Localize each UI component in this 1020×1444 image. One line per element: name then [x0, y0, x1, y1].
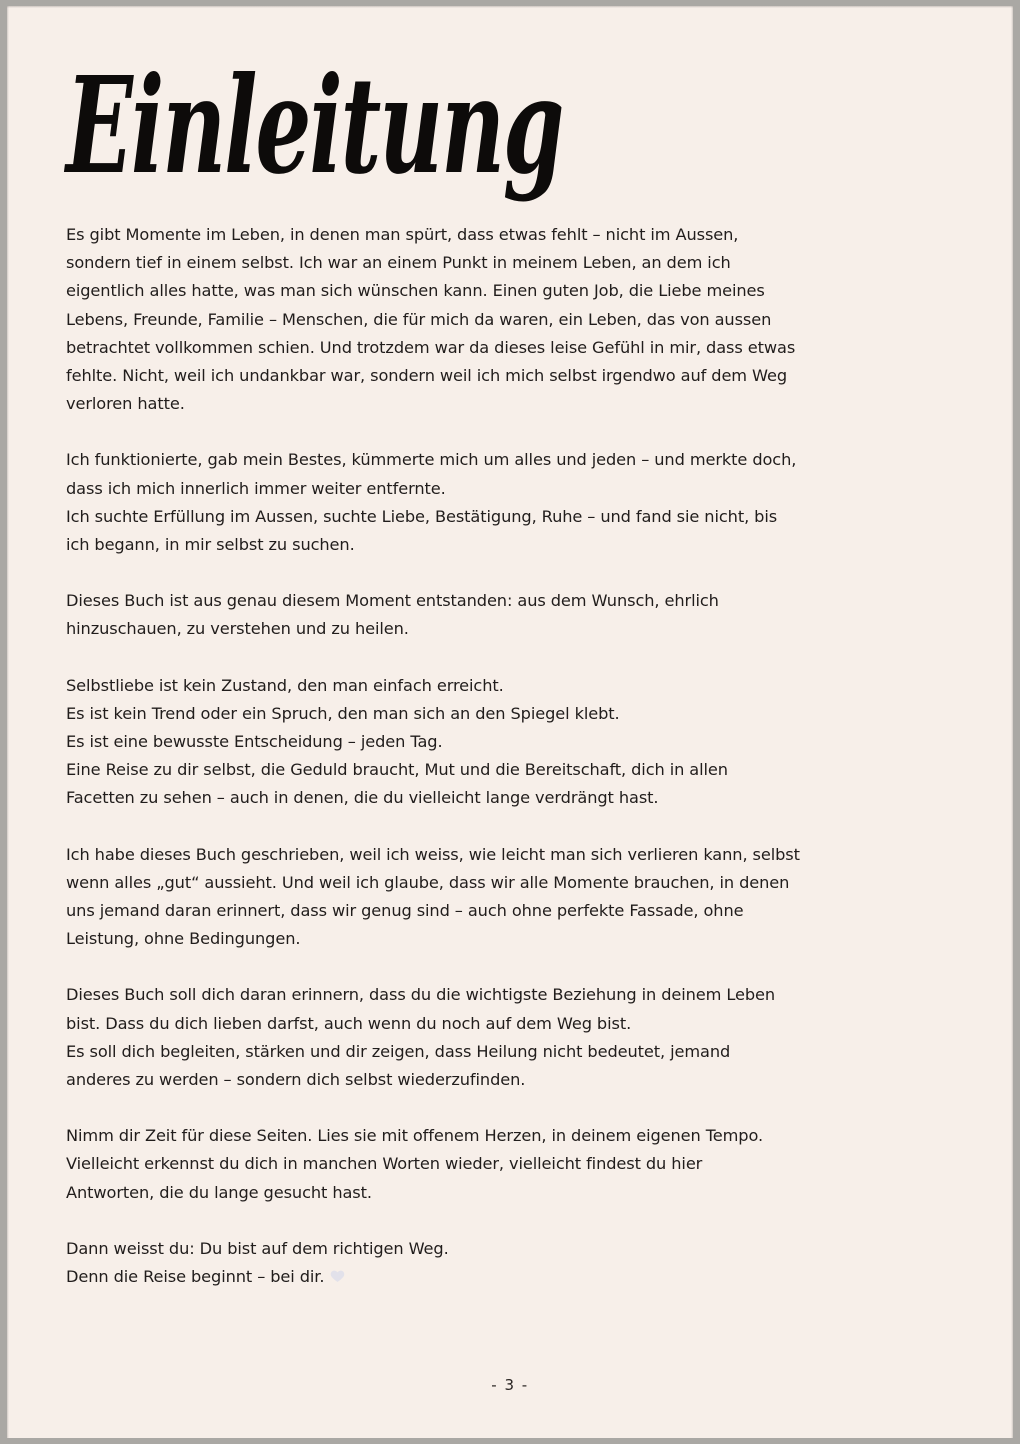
text-line: Ich habe dieses Buch geschrieben, weil ich weiss, wie leicht man sich verlieren kann, selbst — [66, 844, 800, 864]
page-edge-right — [1011, 6, 1013, 1438]
text-line: eigentlich alles hatte, was man sich wünschen kann. Einen guten Job, die Liebe meines — [66, 281, 765, 301]
paragraph — [66, 1122, 906, 1207]
book-page — [7, 6, 1013, 1438]
paragraph — [66, 446, 906, 559]
page-edge-left — [7, 6, 9, 1438]
text-line: anderes zu werden – sondern dich selbst wiederzufinden. — [66, 1070, 526, 1090]
text-line: Es ist kein Trend oder ein Spruch, den man sich an den Spiegel klebt. — [66, 703, 620, 723]
paragraph — [66, 672, 906, 813]
paragraph — [66, 587, 906, 643]
text-line: Dann weisst du: Du bist auf dem richtigen Weg. — [66, 1238, 449, 1258]
text-line: ich begann, in mir selbst zu suchen. — [66, 535, 355, 555]
text-line: Es soll dich begleiten, stärken und dir zeigen, dass Heilung nicht bedeutet, jemand — [66, 1041, 731, 1061]
text-line: Vielleicht erkennst du dich in manchen Worten wieder, vielleicht findest du hier — [66, 1154, 703, 1174]
body-copy — [66, 221, 906, 1291]
text-line: fehlte. Nicht, weil ich undankbar war, sondern weil ich mich selbst irgendwo auf dem Weg — [66, 366, 788, 386]
text-line: Es ist eine bewusste Entscheidung – jeden Tag. — [66, 732, 443, 752]
text-line: Es gibt Momente im Leben, in denen man spürt, dass etwas fehlt – nicht im Aussen, — [66, 225, 739, 244]
white-heart-emoji — [329, 1268, 346, 1284]
text-line: Leistung, ohne Bedingungen. — [66, 929, 301, 949]
paragraph — [66, 1235, 906, 1291]
text-line: verloren hatte. — [66, 394, 185, 414]
text-line: Eine Reise zu dir selbst, die Geduld braucht, Mut und die Bereitschaft, dich in allen — [66, 760, 728, 780]
page-content — [66, 6, 906, 1291]
paragraph — [66, 221, 906, 418]
text-line: hinzuschauen, zu verstehen und zu heilen. — [66, 619, 409, 639]
text-line: Lebens, Freunde, Familie – Menschen, die für mich da waren, ein Leben, das von aussen — [66, 309, 772, 329]
text-line: Antworten, die du lange gesucht hast. — [66, 1182, 372, 1202]
chapter-title: Einleitung — [66, 48, 563, 204]
text-line: betrachtet vollkommen schien. Und trotzdem war da dieses leise Gefühl in mir, dass etwas — [66, 337, 796, 357]
paragraph — [66, 981, 906, 1094]
paragraph — [66, 841, 906, 954]
text-line: Facetten zu sehen – auch in denen, die du vielleicht lange verdrängt hast. — [66, 788, 659, 808]
text-line: uns jemand daran erinnert, dass wir genug sind – auch ohne perfekte Fassade, ohne — [66, 901, 744, 921]
text-line: Ich suchte Erfüllung im Aussen, suchte Liebe, Bestätigung, Ruhe – und fand sie nicht, bis — [66, 506, 778, 526]
text-line: dass ich mich innerlich immer weiter entfernte. — [66, 478, 446, 498]
page-number: - 3 - — [491, 1376, 529, 1394]
text-line: Nimm dir Zeit für diese Seiten. Lies sie mit offenem Herzen, in deinem eigenen Tempo. — [66, 1126, 764, 1146]
text-line: Ich funktionierte, gab mein Bestes, kümmerte mich um alles und jeden – und merkte doch, — [66, 450, 797, 470]
text-line: Selbstliebe ist kein Zustand, den man einfach erreicht. — [66, 675, 504, 695]
text-line: bist. Dass du dich lieben darfst, auch wenn du noch auf dem Weg bist. — [66, 1013, 632, 1033]
text-line: Denn die Reise beginnt – bei dir. — [66, 1263, 906, 1291]
text-line: wenn alles „gut“ aussieht. Und weil ich glaube, dass wir alle Momente brauchen, in denen — [66, 872, 790, 892]
text-line: Dieses Buch soll dich daran erinnern, dass du die wichtigste Beziehung in deinem Leben — [66, 985, 776, 1005]
text-line: Dieses Buch ist aus genau diesem Moment entstanden: aus dem Wunsch, ehrlich — [66, 591, 719, 611]
text-line: sondern tief in einem selbst. Ich war an einem Punkt in meinem Leben, an dem ich — [66, 253, 731, 273]
